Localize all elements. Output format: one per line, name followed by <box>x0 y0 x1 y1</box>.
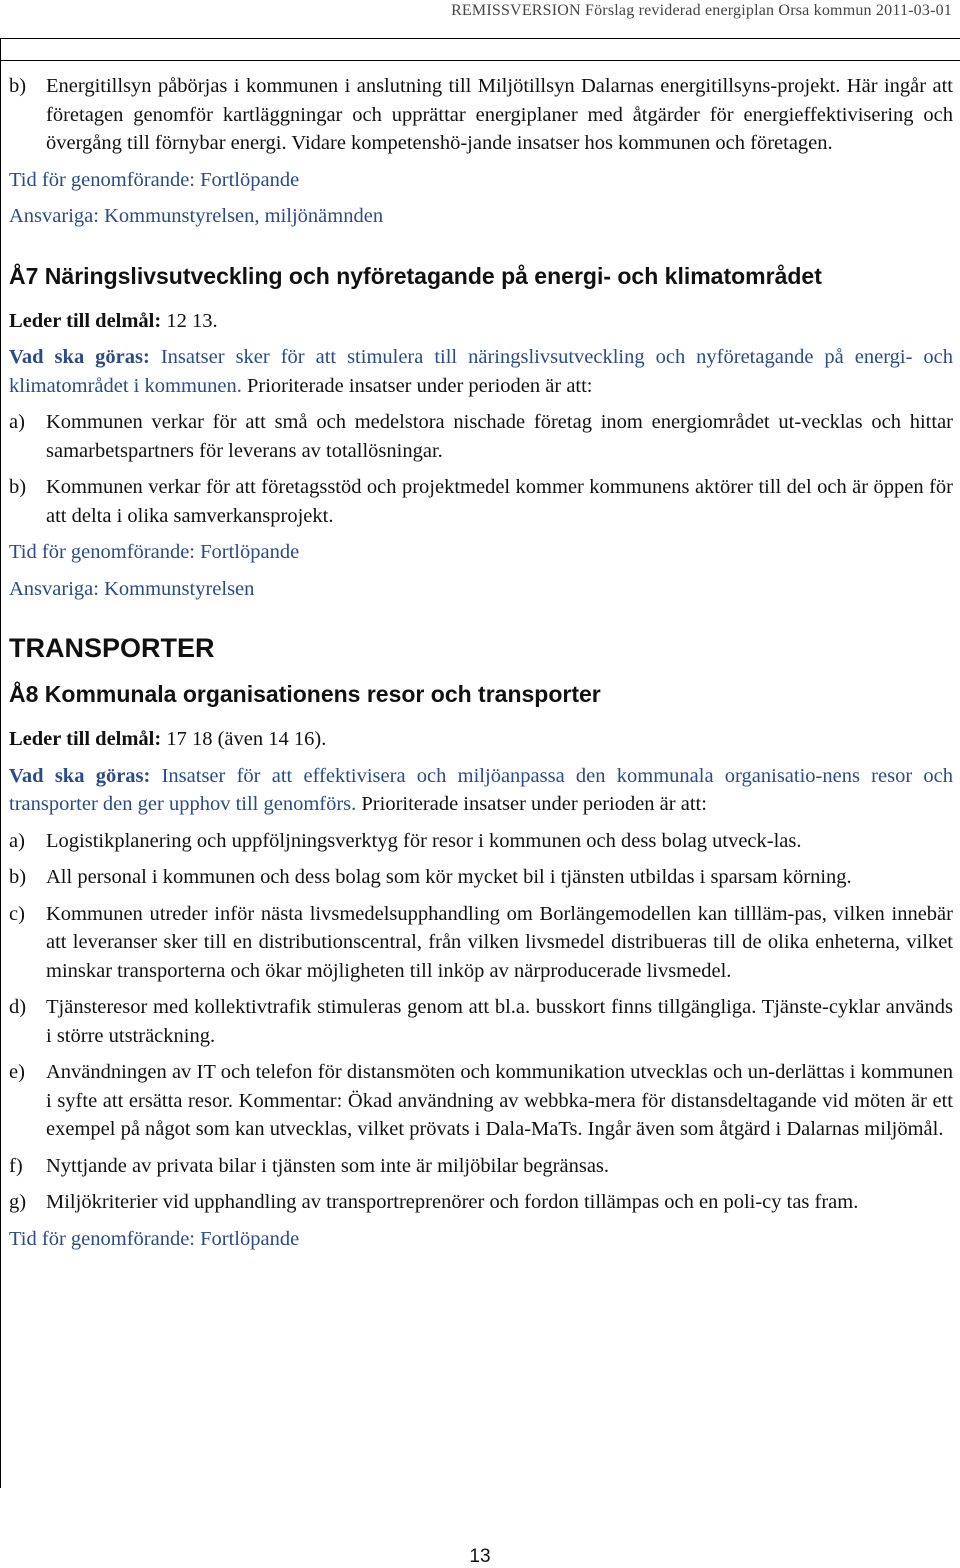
ansvariga-value: Kommunstyrelsen <box>104 577 255 600</box>
list-marker: a) <box>9 829 25 852</box>
list-text: Nyttjande av privata bilar i tjänsten som inte är miljöbilar begränsas. <box>46 1154 610 1177</box>
list-text: Kommunen utreder inför nästa livsmedelsupphandling om Borlängemodellen kan tillläm-pas, vilken innebär att leveranser sker till en distributionscentral, från vilken livsmedel distribueras till de olika enheterna, vilket minskar transporterna och ökar möjligheten till inköp av närproducerade livsmedel. <box>46 902 953 982</box>
list-item <box>9 1058 953 1144</box>
vad-text-highlight: Insatser för att effektivisera och miljöanpassa den kommunala organisatio-nens resor och transporter den ger upphov till genomförs. <box>9 764 954 815</box>
list-text: Användningen av IT och telefon för distansmöten och kommunikation utvecklas och un-derlättas i kommunen i syfte att ersätta resor. Kommentar: Ökad användning av webbka-mera för distansdeltagande vid möten är ett exempel på något som kan utvecklas, vilket prövats i Dala-MaTs. Ingår även som åtgärd i Dalarnas miljömål. <box>46 1061 953 1140</box>
list-text: Kommunen verkar för att företagsstöd och projektmedel kommer kommunens aktörer till del och är öppen för att delta i olika samverkansprojekt. <box>46 476 953 527</box>
list-text: Kommunen verkar för att små och medelstora nischade företag inom energiområdet ut-vecklas och hittar samarbetspartners för leverans av totallösningar. <box>46 411 953 462</box>
list-text: Logistikplanering och uppföljningsverktyg för resor i kommunen och dess bolag utveck-las. <box>46 829 802 852</box>
page-number: 13 <box>469 1546 491 1567</box>
list-item <box>9 863 953 892</box>
tid-label: Tid för genomförande: <box>9 1227 195 1250</box>
list-marker: b) <box>9 75 27 97</box>
list-item <box>9 993 953 1050</box>
document-body <box>9 72 953 1253</box>
section-title-transporter: TRANSPORTER <box>9 633 215 663</box>
list-text: Miljökriterier vid upphandling av transportreprenörer och fordon tillämpas och en poli-cy tas fram. <box>46 1191 859 1213</box>
vad-label: Vad ska göras: <box>9 764 151 787</box>
list-marker: b) <box>9 476 27 498</box>
list-marker: a) <box>9 411 25 433</box>
vad-text: Prioriterade insatser under perioden är att: <box>241 374 593 397</box>
leder-value: 12 13. <box>166 309 218 332</box>
list-item <box>9 1188 953 1217</box>
list-marker: b) <box>9 866 27 888</box>
ansvariga-label: Ansvariga: <box>9 577 99 600</box>
tid-line <box>9 538 953 567</box>
ansvariga-value: Kommunstyrelsen, miljönämnden <box>104 205 384 227</box>
tid-value: Fortlöpande <box>200 541 300 563</box>
header-rule <box>0 38 960 39</box>
tid-label: Tid för genomförande: <box>9 168 195 191</box>
list-text: All personal i kommunen och dess bolag som kör mycket bil i tjänsten utbildas i sparsam körning. <box>46 866 852 888</box>
leder-line <box>9 725 953 754</box>
tid-line <box>9 1225 953 1254</box>
ansvariga-label: Ansvariga: <box>9 205 99 227</box>
vad-paragraph <box>9 762 953 819</box>
list-marker: f) <box>9 1154 23 1177</box>
section-heading-a7: Å7 Näringslivsutveckling och nyföretagande på energi- och klimatområdet <box>9 262 822 289</box>
tid-line <box>9 166 953 195</box>
list-item <box>9 72 953 158</box>
box-left-border <box>0 38 1 1488</box>
box-top-rule <box>0 60 960 61</box>
leder-label: Leder till delmål: <box>9 728 162 750</box>
leder-label: Leder till delmål: <box>9 309 162 332</box>
list-item <box>9 827 953 856</box>
ansvariga-line <box>9 202 953 231</box>
list-marker: g) <box>9 1191 27 1213</box>
ansvariga-line <box>9 575 953 604</box>
list-item <box>9 408 953 465</box>
leder-line <box>9 307 953 336</box>
section-heading-a8: Å8 Kommunala organisationens resor och transporter <box>9 681 601 707</box>
vad-label: Vad ska göras: <box>9 346 150 368</box>
list-marker: d) <box>9 996 27 1018</box>
list-item <box>9 473 953 530</box>
running-header: REMISSVERSION Förslag reviderad energiplan Orsa kommun 2011-03-01 <box>451 2 952 19</box>
vad-paragraph <box>9 343 953 400</box>
vad-text-highlight: Insatser sker för att stimulera till näringslivsutveckling och nyföretagande på energi- och klimatområdet i kommunen. <box>9 346 954 397</box>
list-text: Tjänsteresor med kollektivtrafik stimuleras genom att bl.a. busskort finns tillgängliga. Tjänste-cyklar används i större utsträckning. <box>46 996 953 1047</box>
leder-value: 17 18 (även 14 16). <box>166 728 327 750</box>
vad-text: Prioriterade insatser under perioden är att: <box>356 793 707 815</box>
list-text: Energitillsyn påbörjas i kommunen i anslutning till Miljötillsyn Dalarnas energitillsyns-projekt. Här ingår att företagen genomför kartläggningar och upprättar energiplaner med åtgärder för energieffektivisering och övergång till förnybar energi. Vidare kompetenshö-jande insatser hos kommunen och företagen. <box>46 75 953 154</box>
tid-label: Tid för genomförande: <box>9 541 195 563</box>
tid-value: Fortlöpande <box>200 168 300 191</box>
list-item <box>9 1152 953 1181</box>
list-marker: c) <box>9 902 25 925</box>
list-marker: e) <box>9 1061 25 1083</box>
tid-value: Fortlöpande <box>200 1227 300 1250</box>
list-item <box>9 900 953 986</box>
